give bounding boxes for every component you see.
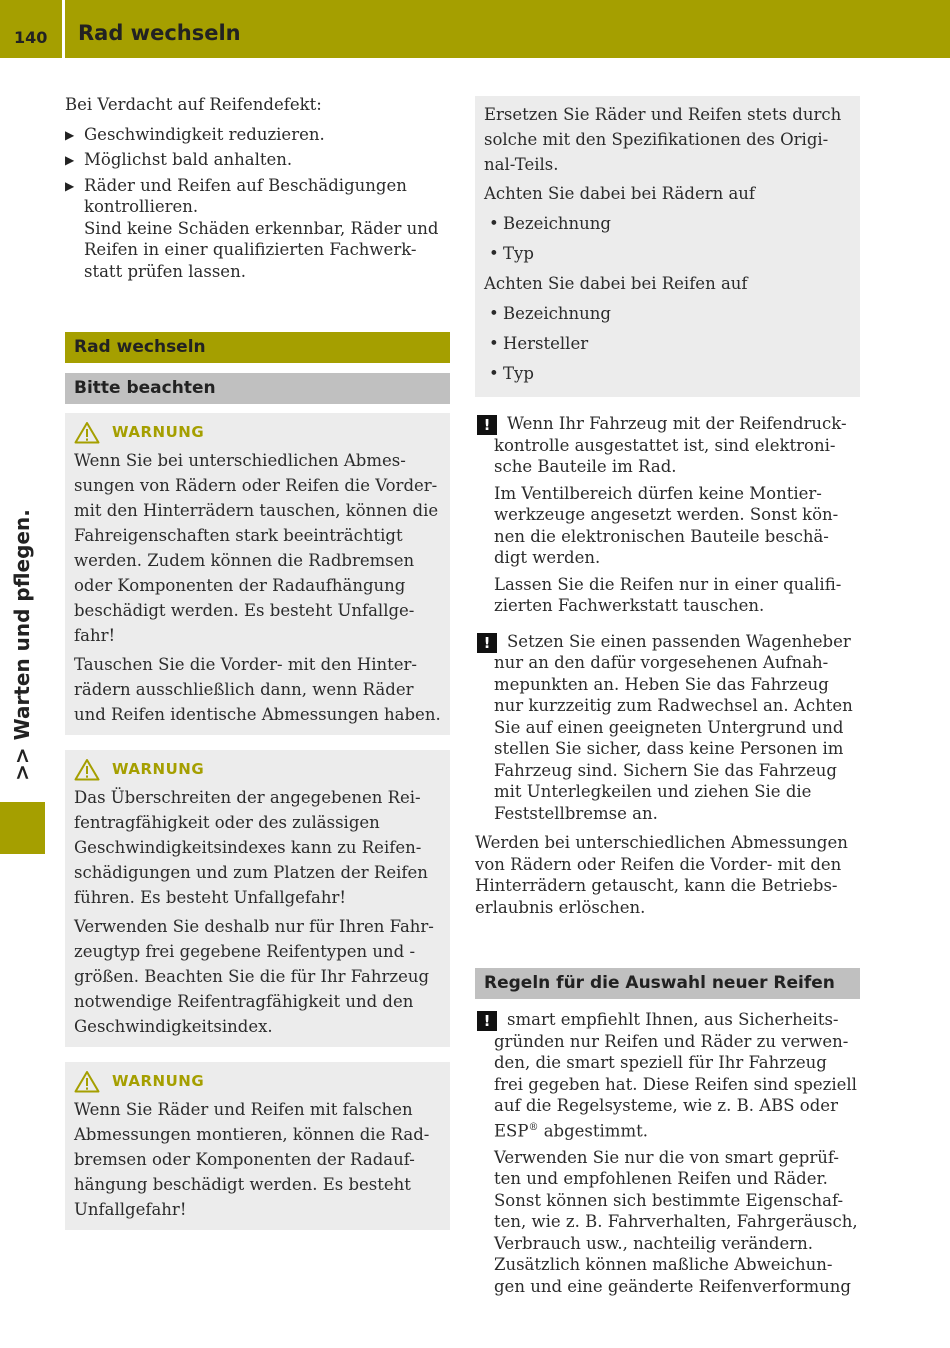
warning-box <box>65 750 450 1047</box>
note-text: Lassen Sie die Reifen nur in einer qualifi-zierten Fachwerkstatt tauschen. <box>494 574 842 615</box>
warning-text: Tauschen Sie die Vorder- mit den Hinter-rädern ausschließlich dann, wenn Räder und Reifen identische Abmessungen haben. <box>74 655 441 724</box>
exclamation-icon: ! <box>477 1011 497 1031</box>
warning-box <box>65 413 450 735</box>
note-text: Wenn Ihr Fahrzeug mit der Reifendruck-kontrolle ausgestattet ist, sind elektroni-sche Bauteile im Rad. <box>494 414 847 476</box>
side-tab-marker <box>0 802 45 854</box>
note-text: Setzen Sie einen passenden Wagenheber nur an den dafür vorgesehenen Aufnah-mepunkten an. Heben Sie das Fahrzeug nur kurzzeitig zum Radwechsel an. Achten Sie auf einen geeigneten Untergrund und stellen Sie sicher, dass keine Personen im Fahrzeug sind. Sichern Sie das Fahrzeug mit Unterlegkeilen und ziehen Sie die Feststellbremse an. <box>494 631 853 823</box>
warning-text: Das Überschreiten der angegebenen Rei-fentragfähigkeit oder des zulässigen Geschwindigkeitsindexes kann zu Reifen-schädigungen und zum Platzen der Reifen führen. Es besteht Unfallgefahr! <box>74 788 428 907</box>
exclamation-icon: ! <box>477 633 497 653</box>
note-text-part: abgestimmt. <box>538 1121 648 1140</box>
list-item: • Bezeichnung <box>484 301 851 326</box>
page-number: 140 <box>14 28 48 47</box>
warning-header <box>74 420 441 444</box>
right-column <box>475 96 860 1297</box>
warning-text: Verwenden Sie deshalb nur für Ihren Fahr-zeugtyp frei gegebene Reifentypen und -größen. Beachten Sie die für Ihr Fahrzeug notwendige Reifentragfähigkeit und den Geschwindigkeitsindex. <box>74 917 434 1036</box>
step-item: ▶ Räder und Reifen auf Beschädigungen kontrollieren. Sind keine Schäden erkennbar, Räder und Reifen in einer qualifizierten Fachwerk-statt prüfen lassen. <box>65 175 450 283</box>
exclamation-icon: ! <box>477 415 497 435</box>
warning-text: Wenn Sie bei unterschiedlichen Abmes-sungen von Rädern oder Reifen die Vorder- mit den Hinterrädern tauschen, können die Fahreigenschaften stark beeinträchtigt werden. Zudem können die Radbremsen oder Komponenten der Radaufhängung beschädigt werden. Es besteht Unfallge-fahr! <box>74 451 439 645</box>
intro-text: Bei Verdacht auf Reifendefekt: <box>65 95 322 114</box>
note-block <box>475 413 860 617</box>
section-title: Rad wechseln <box>65 332 450 363</box>
step-list <box>65 124 450 283</box>
warning-triangle-icon <box>74 1070 100 1093</box>
warning-triangle-icon <box>74 758 100 781</box>
warning-title: WARNUNG <box>112 422 205 441</box>
subsection-title: Bitte beachten <box>65 373 450 404</box>
warning-title: WARNUNG <box>112 759 205 778</box>
header-bar <box>65 0 950 58</box>
list-item: • Hersteller <box>484 331 851 356</box>
warning-text: Wenn Sie Räder und Reifen mit falschen Abmessungen montieren, können die Rad-bremsen oder Komponenten der Radauf-hängung beschädigt werden. Es besteht Unfallgefahr! <box>74 1100 430 1219</box>
note-block <box>475 631 860 825</box>
note-text: Im Ventilbereich dürfen keine Montier-werkzeuge angesetzt werden. Sonst kön-nen die elektronischen Bauteile beschä-digt werden. <box>494 483 839 567</box>
warning-title: WARNUNG <box>112 1071 205 1090</box>
info-text: Ersetzen Sie Räder und Reifen stets durch solche mit den Spezifikationen des Origi-nal-Teils. <box>484 105 842 174</box>
info-text: Achten Sie dabei bei Reifen auf <box>484 274 748 293</box>
warning-header <box>74 1069 441 1093</box>
list-item: • Typ <box>484 361 851 386</box>
tire-criteria-list <box>484 301 851 386</box>
note-text <box>494 1009 860 1142</box>
warning-box <box>65 1062 450 1230</box>
list-item: • Typ <box>484 241 851 266</box>
body-text: Werden bei unterschiedlichen Abmessungen von Rädern oder Reifen die Vorder- mit den Hinterrädern getauscht, kann die Betriebs-erlaubnis erlöschen. <box>475 833 848 917</box>
note-block <box>475 1009 860 1297</box>
warning-header <box>74 757 441 781</box>
note-text-part: smart empfiehlt Ihnen, aus Sicherheits-gründen nur Reifen und Räder zu verwen-den, die smart speziell für Ihr Fahrzeug frei gegeben hat. Diese Reifen sind speziell auf die Regelsysteme, wie z. B. ABS oder ESP <box>494 1010 857 1140</box>
step-item: ▶ Möglichst bald anhalten. <box>65 149 450 171</box>
note-text: Verwenden Sie nur die von smart geprüf-ten und empfohlenen Reifen und Räder. Sonst können sich bestimmte Eigenschaf-ten, wie z. B. Fahrverhalten, Fahrgeräusch, Verbrauch usw., nachteilig verändern. Zusätzlich können maßliche Abweichun-gen und eine geänderte Reifenverformung <box>494 1147 858 1296</box>
section-title: Regeln für die Auswahl neuer Reifen <box>475 968 860 999</box>
warning-triangle-icon <box>74 421 100 444</box>
list-item: • Bezeichnung <box>484 211 851 236</box>
page-number-box <box>0 0 62 58</box>
page-title: Rad wechseln <box>78 21 241 45</box>
wheel-criteria-list <box>484 211 851 266</box>
side-tab-label: >> Warten und pflegen. <box>10 509 34 781</box>
left-column <box>65 94 450 1230</box>
info-box <box>475 96 860 397</box>
info-text: Achten Sie dabei bei Rädern auf <box>484 184 756 203</box>
step-item: ▶ Geschwindigkeit reduzieren. <box>65 124 450 146</box>
registered-mark: ® <box>528 1121 539 1133</box>
